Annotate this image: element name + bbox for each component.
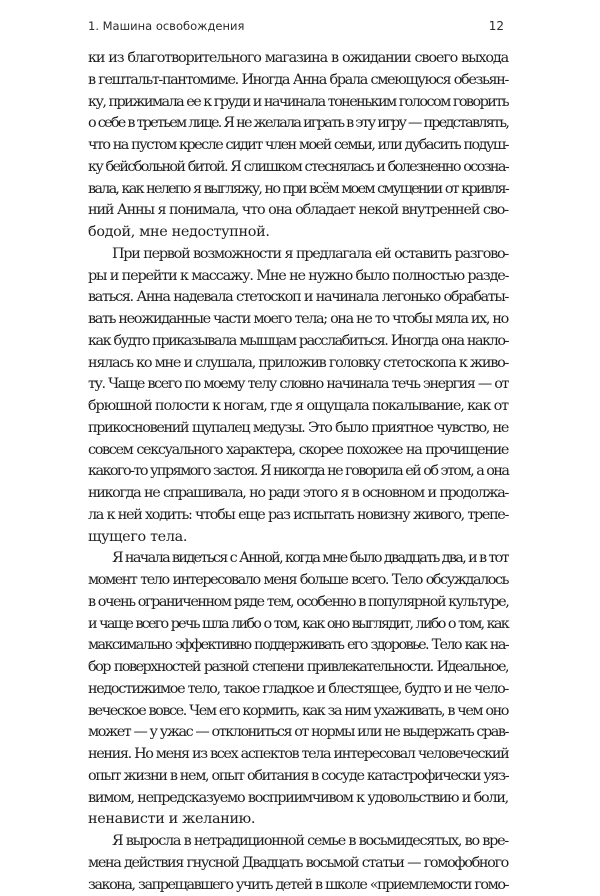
- text-line: При первой возможности я предлагала ей оставить разгово-: [88, 244, 508, 266]
- text-line: в очень ограниченном ряде тем, особенно в популярной культуре,: [88, 592, 508, 614]
- text-line: и чаще всего речь шла либо о том, как оно выглядит, либо о том, как: [88, 614, 508, 636]
- text-line: вала, как нелепо я выгляжу, но при всём моем смущении от кривля-: [88, 179, 508, 201]
- text-line: ки из благотворительного магазина в ожидании своего выхода: [88, 48, 508, 70]
- text-line: закона, запрещавшего учить детей в школе «приемлемости гомо-: [88, 875, 508, 896]
- text-line: щущего тела.: [88, 527, 508, 549]
- text-line: что на пустом кресле сидит член моей семьи, или дубасить подуш-: [88, 135, 508, 157]
- page-number: 12: [489, 19, 504, 33]
- text-line: ку бейсбольной битой. Я слишком стеснялась и болезненно осозна-: [88, 157, 508, 179]
- text-line: нения. Но меня из всех аспектов тела интересовал человеческий: [88, 744, 508, 766]
- text-line: ку, прижимала ее к груди и начинала тоненьким голосом говорить: [88, 92, 508, 114]
- text-line: в гештальт-пантомиме. Иногда Анна брала смеющуюся обезьян-: [88, 70, 508, 92]
- text-line: недостижимое тело, такое гладкое и блестящее, будто и не чело-: [88, 679, 508, 701]
- text-line: совсем сексуального характера, скорее похожее на прочищение: [88, 440, 508, 462]
- text-line: брюшной полости к ногам, где я ощущала покалывание, как от: [88, 396, 508, 418]
- text-line: опыт жизни в нем, опыт обитания в сосуде катастрофически уяз-: [88, 766, 508, 788]
- text-line: о себе в третьем лице. Я не желала играть в эту игру — представлять,: [88, 113, 508, 135]
- text-line: ненависти и желанию.: [88, 809, 508, 831]
- text-line: веческое вовсе. Чем его кормить, как за ним ухаживать, в чем оно: [88, 701, 508, 723]
- text-line: Я выросла в нетрадиционной семье в восьмидесятых, во вре-: [88, 831, 508, 853]
- text-line: Я начала видеться с Анной, когда мне было двадцать два, и в тот: [88, 548, 508, 570]
- text-line: вимом, непредсказуемо восприимчивом к удовольствию и боли,: [88, 788, 508, 810]
- text-line: какого-то упрямого застоя. Я никогда не говорила ей об этом, а она: [88, 461, 508, 483]
- text-line: ла к ней ходить: чтобы еще раз испытать новизну живого, трепе-: [88, 505, 508, 527]
- text-line: ры и перейти к массажу. Мне не нужно было полностью разде-: [88, 266, 508, 288]
- text-line: нялась ко мне и слушала, приложив головку стетоскопа к живо-: [88, 353, 508, 375]
- text-line: бодой, мне недоступной.: [88, 222, 508, 244]
- body-text: [88, 48, 508, 896]
- text-line: как будто приказывала мышцам расслабиться. Иногда она накло-: [88, 331, 508, 353]
- text-line: может — у ужас — отклониться от нормы или не выдержать срав-: [88, 722, 508, 744]
- text-line: прикосновений щупалец медузы. Это было приятное чувство, не: [88, 418, 508, 440]
- text-line: никогда не спрашивала, но ради этого я в основном и продолжа-: [88, 483, 508, 505]
- text-line: ний Анны я понимала, что она обладает некой внутренней сво-: [88, 200, 508, 222]
- text-line: момент тело интересовало меня больше всего. Тело обсуждалось: [88, 570, 508, 592]
- text-line: вать неожиданные части моего тела; она не то чтобы мяла их, но: [88, 309, 508, 331]
- running-head-chapter: 1. Машина освобождения: [88, 19, 244, 33]
- text-line: ваться. Анна надевала стетоскоп и начинала легонько обрабаты-: [88, 287, 508, 309]
- text-line: мена действия гнусной Двадцать восьмой статьи — гомофобного: [88, 853, 508, 875]
- text-line: максимально эффективно поддерживать его здоровье. Тело как на-: [88, 635, 508, 657]
- text-line: бор поверхностей разной степени привлекательности. Идеальное,: [88, 657, 508, 679]
- text-line: ту. Чаще всего по моему телу словно начинала течь энергия — от: [88, 374, 508, 396]
